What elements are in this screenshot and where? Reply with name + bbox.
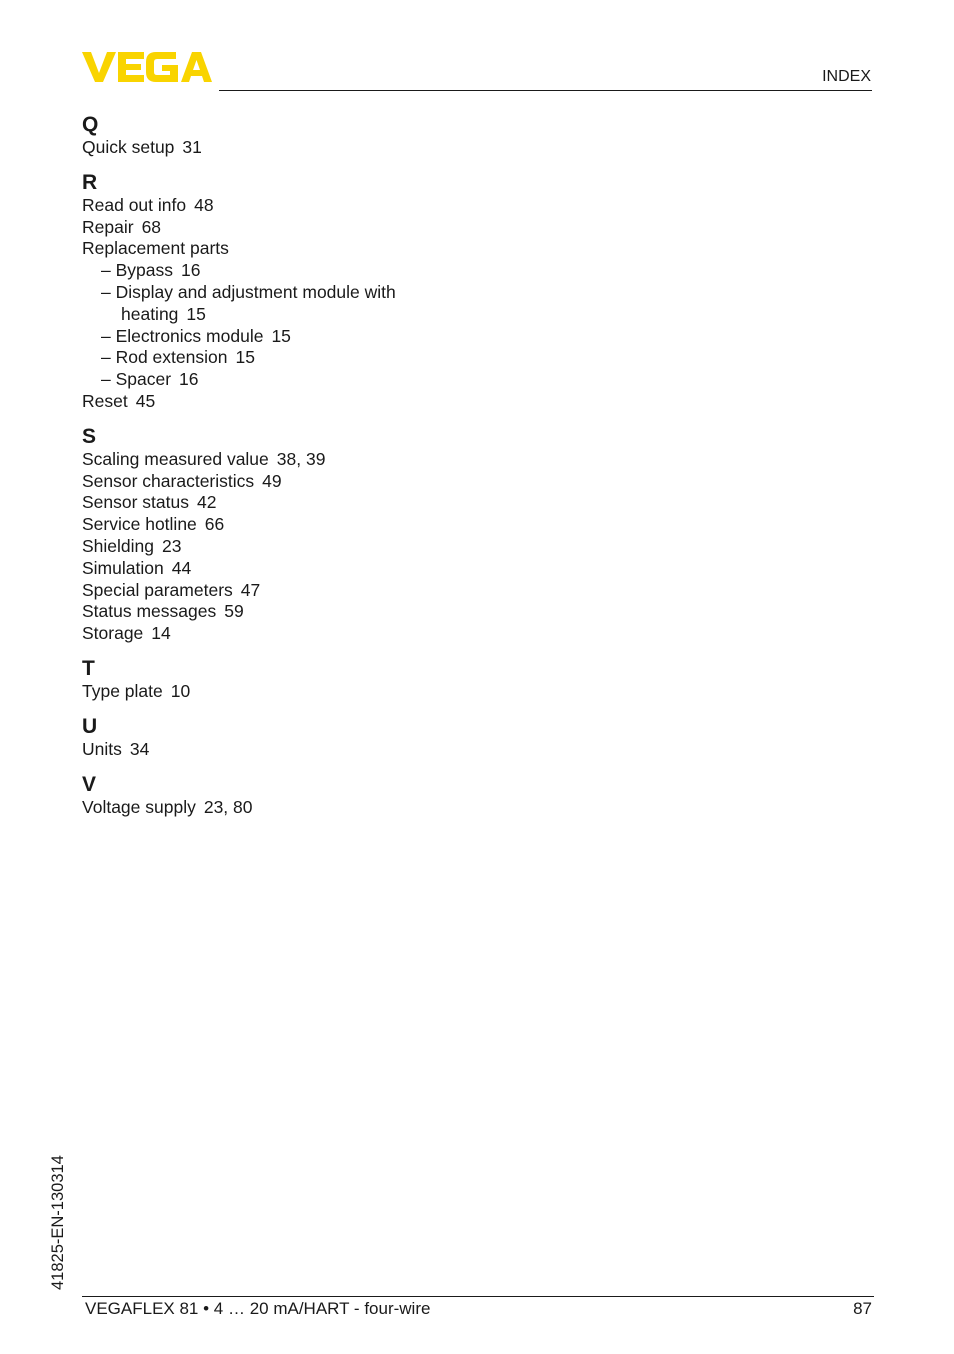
index-section xyxy=(82,657,682,703)
index-entry-term: Special parameters xyxy=(82,579,233,600)
index-entry-pages: 31 xyxy=(182,137,202,157)
index-entry xyxy=(82,260,682,282)
index-entry-term: Units xyxy=(82,738,122,759)
index-entry-term: Quick setup xyxy=(82,137,175,157)
index-entry-pages: 10 xyxy=(170,680,191,701)
index-entry xyxy=(82,536,682,558)
index-section xyxy=(82,171,682,413)
index-entry-term: Sensor status xyxy=(82,492,189,513)
document-number: 41825-EN-130314 xyxy=(49,1155,67,1290)
index-letter: V xyxy=(82,772,97,796)
index-entry-pages: 23, 80 xyxy=(203,796,253,817)
index-entry-pages: 49 xyxy=(262,470,282,491)
index-entry-term: heating xyxy=(121,303,179,324)
index-entry-term: – Bypass xyxy=(101,260,173,281)
index-entry-pages: 16 xyxy=(179,369,199,390)
index-entry-term: Voltage supply xyxy=(82,796,196,817)
index-entry xyxy=(82,514,682,536)
index-entry-term: Sensor characteristics xyxy=(82,470,255,491)
index-entry-pages: 15 xyxy=(186,303,206,324)
index-entry-term: – Electronics module xyxy=(101,325,264,346)
index-entry-pages: 48 xyxy=(194,194,214,215)
index-entry-pages: 66 xyxy=(204,514,225,535)
index-letter: T xyxy=(82,656,95,680)
index-entry-pages: 38, 39 xyxy=(276,448,326,469)
index-entry-pages: 14 xyxy=(151,623,171,644)
footer-rule xyxy=(82,1296,874,1297)
index-entry xyxy=(82,601,682,623)
index-entry-term: Scaling measured value xyxy=(82,448,269,469)
index-entry-pages: 59 xyxy=(224,601,244,622)
header-rule xyxy=(219,90,872,91)
index-entry-term: – Rod extension xyxy=(101,347,228,368)
index-section xyxy=(82,773,682,819)
index-entry-pages: 15 xyxy=(271,325,291,346)
index-entry-term: Replacement parts xyxy=(82,238,229,259)
index-entry-pages: 16 xyxy=(180,260,201,281)
index-entry xyxy=(82,391,682,413)
index-list xyxy=(82,113,682,830)
index-entry-pages: 47 xyxy=(240,579,261,600)
index-letter: R xyxy=(82,170,98,194)
index-entry xyxy=(82,282,682,304)
index-entry-term: Read out info xyxy=(82,194,187,215)
index-entry-term: Storage xyxy=(82,623,144,644)
index-section xyxy=(82,715,682,761)
index-entry xyxy=(82,580,682,602)
index-entry xyxy=(82,449,682,471)
index-entry-pages: 15 xyxy=(235,347,255,368)
index-entry xyxy=(82,739,682,761)
index-entry xyxy=(82,304,682,326)
index-entry-pages: 68 xyxy=(141,216,162,237)
vega-logo xyxy=(82,50,212,84)
index-entry-pages: 45 xyxy=(135,390,156,411)
index-entry-term: Simulation xyxy=(82,557,164,578)
index-entry-term: Status messages xyxy=(82,601,217,622)
index-entry-pages: 23 xyxy=(162,535,182,556)
index-entry-term: Shielding xyxy=(82,535,154,556)
index-letter: Q xyxy=(82,113,99,136)
index-section xyxy=(82,113,682,159)
index-entry xyxy=(82,471,682,493)
page-number: 87 xyxy=(853,1299,872,1318)
section-label: INDEX xyxy=(822,68,871,85)
index-entry xyxy=(82,797,682,819)
index-entry xyxy=(82,369,682,391)
index-entry xyxy=(82,681,682,703)
index-entry xyxy=(82,558,682,580)
index-entry xyxy=(82,492,682,514)
index-letter: U xyxy=(82,714,98,738)
index-entry xyxy=(82,623,682,645)
index-entry-pages: 42 xyxy=(197,492,217,513)
index-entry xyxy=(82,238,682,260)
index-entry xyxy=(82,195,682,217)
index-entry xyxy=(82,326,682,348)
index-entry-term: Service hotline xyxy=(82,514,197,535)
index-entry xyxy=(82,137,682,159)
index-entry-term: Reset xyxy=(82,390,128,411)
footer-title: VEGAFLEX 81 • 4 … 20 mA/HART - four-wire xyxy=(85,1299,431,1318)
index-section xyxy=(82,425,682,645)
index-entry xyxy=(82,347,682,369)
index-letter: S xyxy=(82,424,97,448)
index-entry-term: – Display and adjustment module with xyxy=(101,281,396,302)
index-entry-pages: 34 xyxy=(129,738,150,759)
index-entry-term: Type plate xyxy=(82,680,163,701)
index-entry-term: – Spacer xyxy=(101,369,172,390)
index-entry xyxy=(82,217,682,239)
index-entry-pages: 44 xyxy=(171,557,192,578)
index-entry-term: Repair xyxy=(82,216,134,237)
